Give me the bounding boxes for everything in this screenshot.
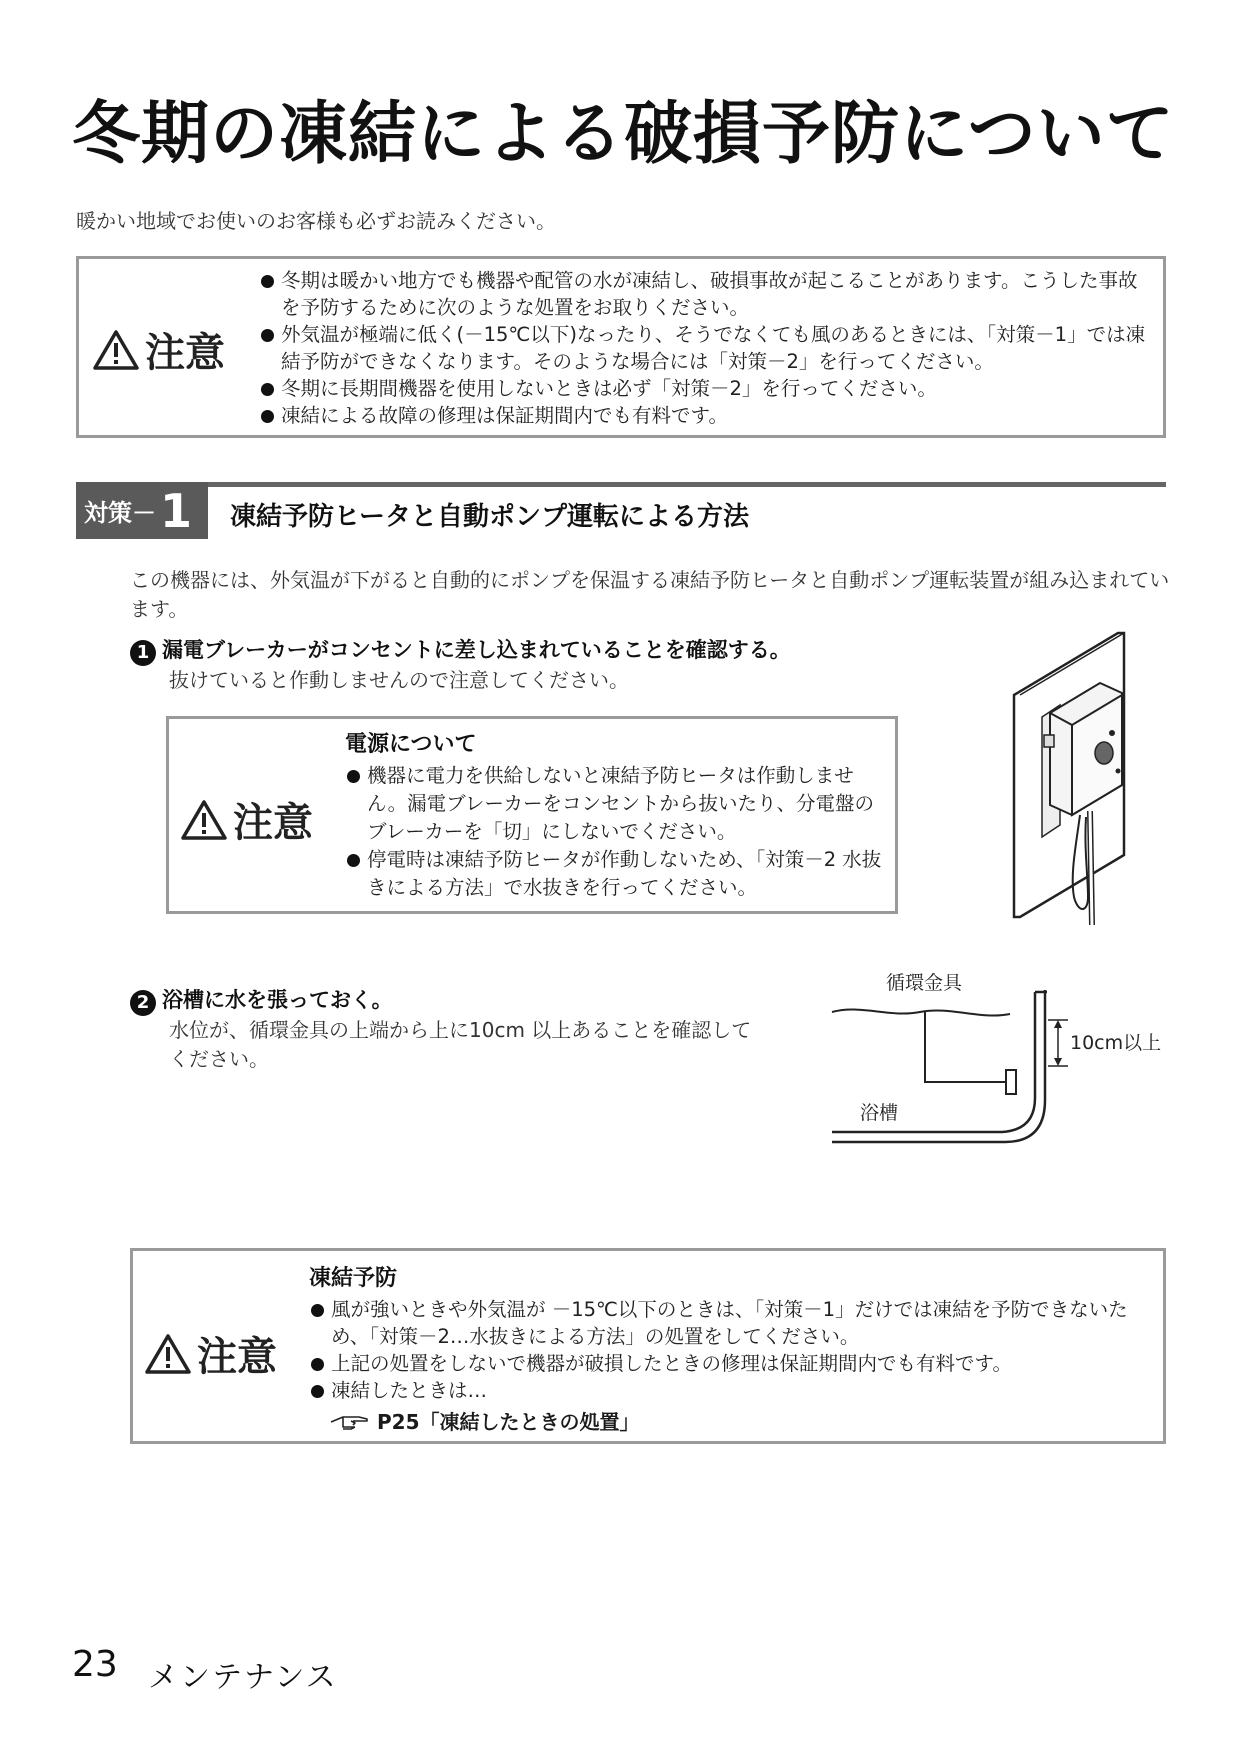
list-item: 冬期は暖かい地方でも機器や配管の水が凍結し、破損事故が起こることがあります。こうした事故を予防するために次のような処置をお取りください。: [259, 267, 1154, 321]
footer-section: メンテナンス: [148, 1660, 338, 1695]
lead-text: 暖かい地域でお使いのお客様も必ずお読みください。: [76, 209, 556, 233]
caution-content: [309, 1261, 1159, 1436]
caution-heading: 凍結予防: [309, 1266, 398, 1291]
caution-box-freeze: [130, 1248, 1166, 1444]
list-item: 風が強いときや外気温が －15℃以下のときは、「対策－1」だけでは凍結を予防できないため、「対策－2…水抜きによる方法」の処置をしてください。: [309, 1296, 1159, 1350]
caution-box-power: [166, 716, 898, 914]
page-title: 冬期の凍結による破損予防について: [72, 95, 1175, 174]
section-rule: [76, 482, 1166, 487]
step-2-heading: [130, 984, 393, 1016]
caution-list: [259, 267, 1154, 429]
step-2-desc: 水位が、循環金具の上端から上に10cm 以上あることを確認してください。: [169, 1018, 752, 1071]
caution-label: [181, 791, 313, 848]
step-1-desc: 抜けていると作動しませんので注意してください。: [169, 668, 629, 692]
list-item: 凍結したときは…: [309, 1377, 1159, 1404]
pointing-hand-icon: [329, 1412, 369, 1436]
step-title: 浴槽に水を張っておく。: [162, 988, 393, 1012]
list-item: 冬期に長期間機器を使用しないときは必ず「対策－2」を行ってください。: [259, 375, 1154, 402]
step-number: 2: [130, 990, 156, 1016]
caution-box-general: [76, 256, 1166, 438]
fitting-label: 循環金具: [886, 972, 963, 994]
page-number: 23: [72, 1644, 118, 1685]
list-item: 凍結による故障の修理は保証期間内でも有料です。: [259, 402, 1154, 429]
tub-label: 浴槽: [860, 1102, 899, 1124]
caution-heading: 電源について: [345, 732, 477, 757]
caution-text: 注意: [233, 800, 313, 846]
section-intro: この機器には、外気温が下がると自動的にポンプを保温する凍結予防ヒータと自動ポンプ運転装置が組み込まれています。: [130, 568, 1170, 621]
reference-page: P25: [377, 1410, 420, 1434]
caution-text: 注意: [145, 330, 225, 376]
step-1-heading: [130, 634, 791, 666]
height-label: 10cm以上: [1070, 1032, 1162, 1054]
warning-icon: [181, 799, 227, 841]
caution-label: [145, 1325, 277, 1382]
warning-icon: [93, 329, 139, 371]
section-title: 凍結予防ヒータと自動ポンプ運転による方法: [230, 502, 749, 532]
reference-title: 「凍結したときの処置」: [419, 1410, 640, 1434]
list-item: 外気温が極端に低く(－15℃以下)なったり、そうでなくても風のあるときには、「対策－1」では凍結予防ができなくなります。そのような場合には「対策－2」を行ってください。: [259, 321, 1154, 375]
caution-label: [93, 321, 225, 378]
caution-content: [345, 727, 885, 902]
list-item: 機器に電力を供給しないと凍結予防ヒータは作動しません。漏電ブレーカーをコンセントから抜いたり、分電盤のブレーカーを「切」にしないでください。: [345, 762, 885, 846]
caution-list: [309, 1296, 1159, 1404]
section-tag: [76, 482, 208, 539]
breaker-illustration: [1000, 625, 1140, 929]
section-tag-text: 対策－: [84, 499, 156, 527]
caution-text: 注意: [197, 1334, 277, 1380]
step-number: 1: [130, 640, 156, 666]
caution-list: [345, 762, 885, 902]
warning-icon: [145, 1333, 191, 1375]
list-item: 上記の処置をしないで機器が破損したときの修理は保証期間内でも有料です。: [309, 1350, 1159, 1377]
bathtub-diagram: [830, 970, 1170, 1150]
page-reference: [329, 1406, 1159, 1436]
section-tag-number: 1: [160, 483, 193, 538]
list-item: 停電時は凍結予防ヒータが作動しないため、「対策－2 水抜きによる方法」で水抜きを行ってください。: [345, 846, 885, 902]
step-title: 漏電ブレーカーがコンセントに差し込まれていることを確認する。: [162, 638, 791, 662]
